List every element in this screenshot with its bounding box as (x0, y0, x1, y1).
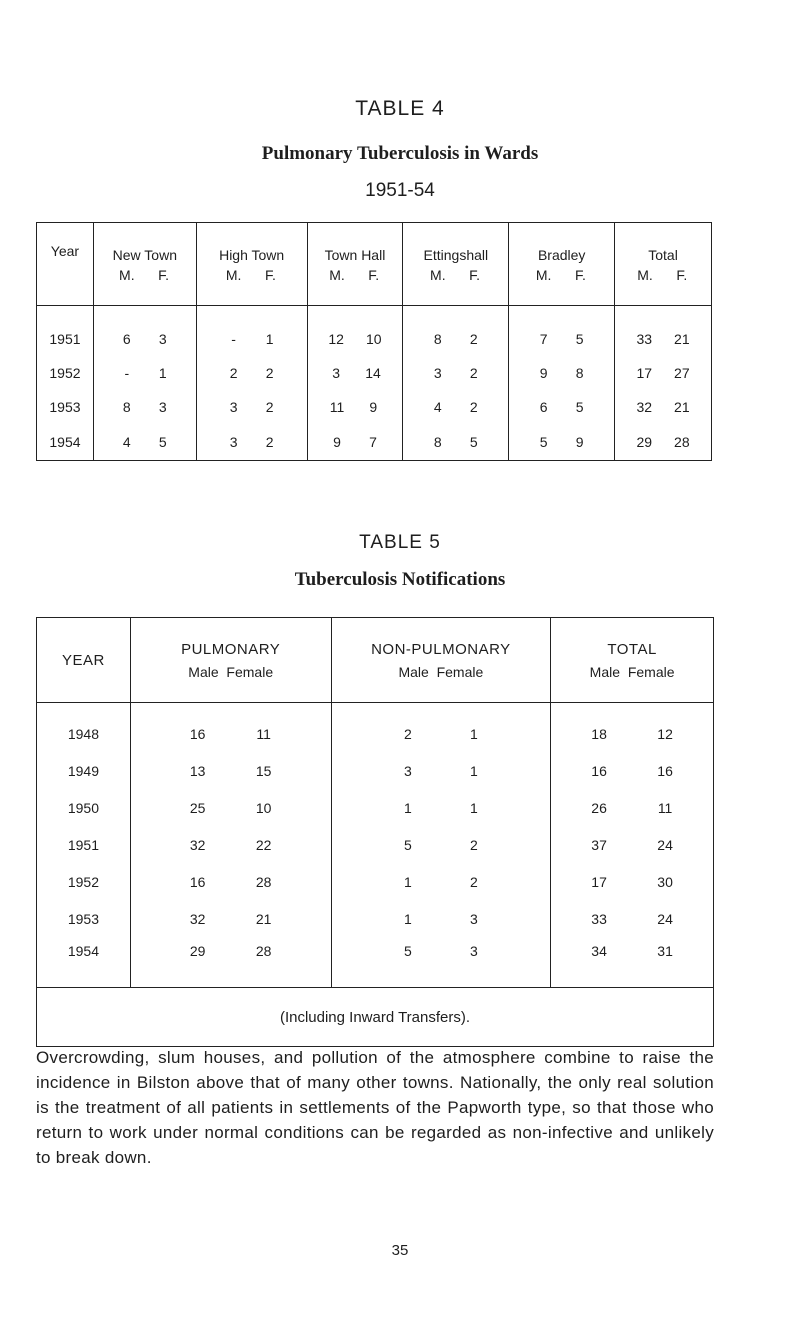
table-row: 1949 13 15 3 1 16 16 (37, 752, 714, 789)
sub-header: Male Female (130, 658, 331, 703)
table-row: 1954 4 5 3 2 9 7 8 5 5 9 29 28 (37, 424, 712, 461)
table5-title: TABLE 5 (359, 532, 441, 553)
col-total: TOTAL (551, 618, 714, 659)
notifications-table (36, 617, 714, 1047)
table-row: 1951 32 22 5 2 37 24 (37, 826, 714, 863)
sub-header: M. F. (509, 263, 615, 306)
table-row: 1952 - 1 2 2 3 14 3 2 9 8 17 27 (37, 356, 712, 390)
table-row: 1953 32 21 1 3 33 24 (37, 900, 714, 937)
col-ettingshall: Ettingshall (403, 223, 509, 264)
col-non-pulmonary: NON-PULMONARY (331, 618, 551, 659)
sub-header: M. F. (93, 263, 196, 306)
sub-header: M. F. (403, 263, 509, 306)
table-row: 1951 6 3 - 1 12 10 8 2 7 5 33 21 (37, 306, 712, 357)
table-row: 1954 29 28 5 3 34 31 (37, 937, 714, 988)
table4-title: TABLE 4 (355, 97, 445, 120)
sub-header: Male Female (551, 658, 714, 703)
table-row: 1952 16 28 1 2 17 30 (37, 863, 714, 900)
table4-subtitle: Pulmonary Tuberculosis in Wards (261, 143, 539, 164)
table-row: 1948 16 11 2 1 18 12 (37, 703, 714, 753)
col-bradley: Bradley (509, 223, 615, 264)
table-row: 1953 8 3 3 2 11 9 4 2 6 5 32 21 (37, 390, 712, 424)
sub-header: M. F. (307, 263, 403, 306)
page-number: 35 (391, 1242, 409, 1259)
col-new-town: New Town (93, 223, 196, 264)
col-high-town: High Town (196, 223, 307, 264)
sub-header: Male Female (331, 658, 551, 703)
sub-header: M. F. (615, 263, 712, 306)
table4-years: 1951-54 (365, 180, 435, 201)
table5-footnote: (Including Inward Transfers). (37, 988, 714, 1047)
col-year: Year (37, 223, 94, 306)
body-paragraph: Overcrowding, slum houses, and pollution of the atmosphere combine to raise the incidence in Bilston above that of many other towns. Nationally, the only real solution is the treatment of all patients in settlements of the Papworth type, so that those who return to work under normal conditions can be regarded as non-infective and unlikely to break down. (36, 1048, 714, 1167)
sub-header: M. F. (196, 263, 307, 306)
col-town-hall: Town Hall (307, 223, 403, 264)
col-pulmonary: PULMONARY (130, 618, 331, 659)
ward-tuberculosis-table (36, 222, 712, 461)
col-year: YEAR (37, 618, 131, 703)
table-row: 1950 25 10 1 1 26 11 (37, 789, 714, 826)
col-total: Total (615, 223, 712, 264)
table5-subtitle: Tuberculosis Notifications (294, 569, 506, 590)
